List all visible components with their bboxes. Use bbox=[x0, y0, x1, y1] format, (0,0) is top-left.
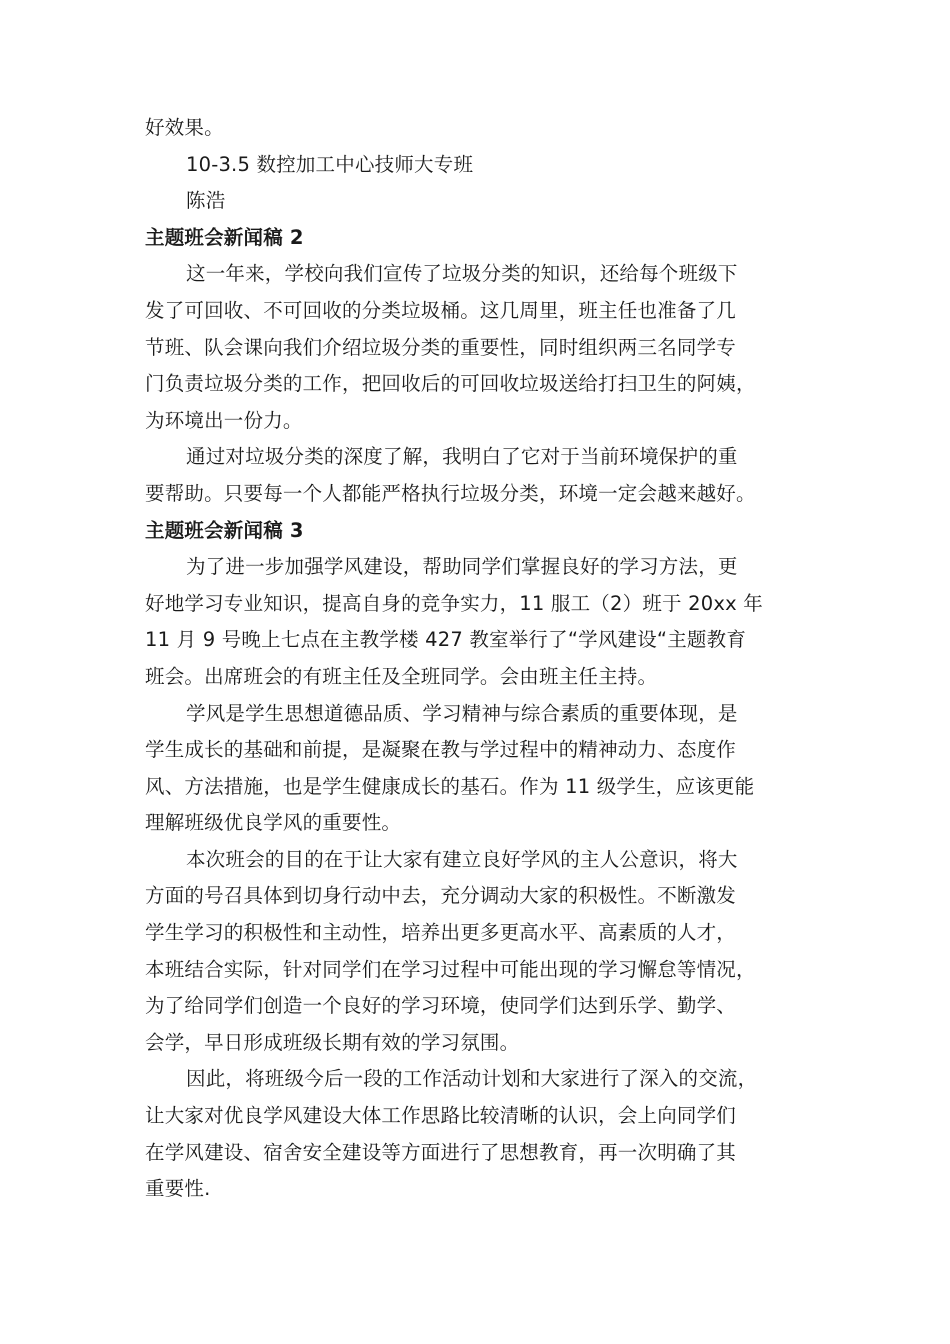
text-line: 节班、队会课向我们介绍垃圾分类的重要性，同时组织两三名同学专 bbox=[145, 335, 737, 359]
text-line: 学生学习的积极性和主动性，培养出更多更高水平、高素质的人才， bbox=[145, 921, 737, 945]
section-heading: 主题班会新闻稿 2 bbox=[145, 225, 304, 249]
text-line: 为了进一步加强学风建设，帮助同学们掌握良好的学习方法，更 bbox=[186, 555, 738, 579]
text-line: 学生成长的基础和前提，是凝聚在教与学过程中的精神动力、态度作 bbox=[145, 738, 737, 762]
text-line: 发了可回收、不可回收的分类垃圾桶。这几周里，班主任也准备了几 bbox=[145, 298, 737, 322]
text-line: 让大家对优良学风建设大体工作思路比较清晰的认识，会上向同学们 bbox=[145, 1104, 737, 1128]
text-line: 11 月 9 号晚上七点在主教学楼 427 教室举行了“学风建设“主题教育 bbox=[145, 628, 747, 652]
text-line: 学风是学生思想道德品质、学习精神与综合素质的重要体现，是 bbox=[186, 701, 738, 725]
document-body bbox=[145, 110, 835, 1208]
text-line: 风、方法措施，也是学生健康成长的基石。作为 11 级学生，应该更能 bbox=[145, 774, 755, 798]
text-line: 会学，早日形成班级长期有效的学习氛围。 bbox=[145, 1030, 520, 1054]
text-line: 本次班会的目的在于让大家有建立良好学风的主人公意识，将大 bbox=[186, 847, 738, 871]
text-line: 要帮助。只要每一个人都能严格执行垃圾分类，环境一定会越来越好。 bbox=[145, 481, 756, 505]
text-line: 10-3.5 数控加工中心技师大专班 bbox=[186, 152, 474, 176]
text-line: 门负责垃圾分类的工作，把回收后的可回收垃圾送给打扫卫生的阿姨， bbox=[145, 372, 756, 396]
text-line: 班会。出席班会的有班主任及全班同学。会由班主任主持。 bbox=[145, 664, 658, 688]
text-line: 理解班级优良学风的重要性。 bbox=[145, 811, 402, 835]
text-line: 在学风建设、宿舍安全建设等方面进行了思想教育，再一次明确了其 bbox=[145, 1140, 737, 1164]
text-line: 本班结合实际，针对同学们在学习过程中可能出现的学习懈怠等情况， bbox=[145, 957, 756, 981]
section-heading: 主题班会新闻稿 3 bbox=[145, 518, 304, 542]
text-line: 为了给同学们创造一个良好的学习环境，使同学们达到乐学、勤学、 bbox=[145, 994, 737, 1018]
text-line: 因此，将班级今后一段的工作活动计划和大家进行了深入的交流， bbox=[186, 1067, 758, 1091]
text-line: 方面的号召具体到切身行动中去，充分调动大家的积极性。不断激发 bbox=[145, 884, 737, 908]
text-line: 通过对垃圾分类的深度了解，我明白了它对于当前环境保护的重 bbox=[186, 445, 738, 469]
text-line: 好效果。 bbox=[145, 116, 224, 139]
text-line: 陈浩 bbox=[186, 189, 226, 213]
text-line: 这一年来，学校向我们宣传了垃圾分类的知识，还给每个班级下 bbox=[186, 262, 738, 286]
text-line: 重要性. bbox=[145, 1177, 211, 1201]
text-line: 为环境出一份力。 bbox=[145, 408, 303, 432]
text-line: 好地学习专业知识，提高自身的竞争实力，11 服工（2）班于 20xx 年 bbox=[145, 591, 763, 615]
